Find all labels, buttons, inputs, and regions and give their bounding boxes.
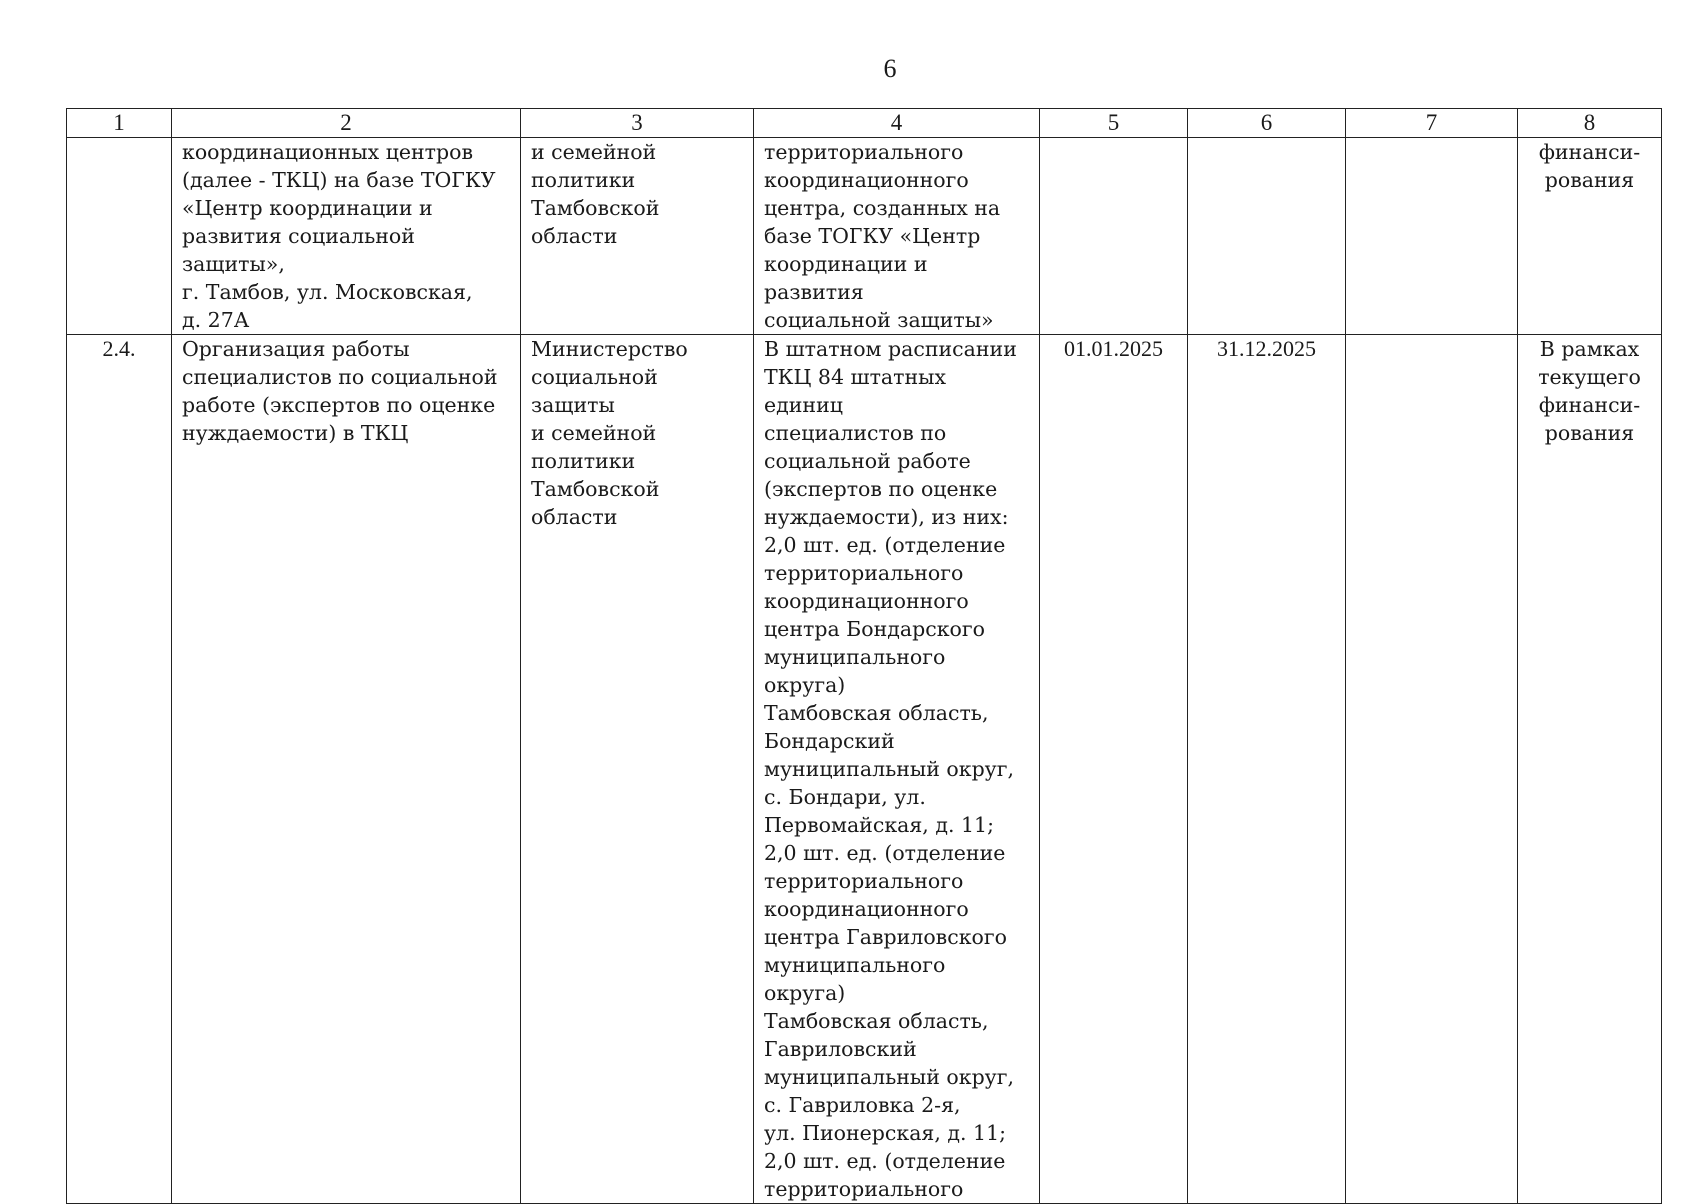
item-number-cell: 2.4. bbox=[67, 335, 172, 1204]
activity-cell: координационных центров (далее - ТКЦ) на базе ТОГКУ «Центр координации и развития социальной защиты», г. Тамбов, ул. Московская, д. 27А bbox=[172, 138, 521, 335]
column-header: 2 bbox=[172, 109, 521, 138]
column-number-row bbox=[67, 109, 1662, 138]
column-header: 8 bbox=[1518, 109, 1662, 138]
end-date-cell: 31.12.2025 bbox=[1188, 335, 1346, 1204]
start-date-cell bbox=[1040, 138, 1188, 335]
column-7-cell bbox=[1346, 335, 1518, 1204]
column-header: 6 bbox=[1188, 109, 1346, 138]
table-row bbox=[67, 335, 1662, 1204]
end-date-cell bbox=[1188, 138, 1346, 335]
item-number-cell bbox=[67, 138, 172, 335]
responsible-cell: и семейной политики Тамбовской области bbox=[521, 138, 754, 335]
result-cell: В штатном расписании ТКЦ 84 штатных единиц специалистов по социальной работе (экспертов по оценке нуждаемости), из них: 2,0 шт. ед. (отделение территориального координационного центра Бондарского муниципального округа) Тамбовская область, Бондарский муниципальный округ, с. Бондари, ул. Первомайская, д. 11; 2,0 шт. ед. (отделение территориального координационного центра Гавриловского муниципального округа) Тамбовская область, Гавриловский муниципальный округ, с. Гавриловка 2-я, ул. Пионерская, д. 11; 2,0 шт. ед. (отделение территориального bbox=[754, 335, 1040, 1204]
column-header: 5 bbox=[1040, 109, 1188, 138]
start-date-cell: 01.01.2025 bbox=[1040, 335, 1188, 1204]
column-header: 7 bbox=[1346, 109, 1518, 138]
activity-cell: Организация работы специалистов по социальной работе (экспертов по оценке нуждаемости) в ТКЦ bbox=[172, 335, 521, 1204]
column-header: 3 bbox=[521, 109, 754, 138]
financing-cell: финанси- рования bbox=[1518, 138, 1662, 335]
page-number: 6 bbox=[883, 54, 897, 83]
column-header: 1 bbox=[67, 109, 172, 138]
table-row bbox=[67, 138, 1662, 335]
responsible-cell: Министерство социальной защиты и семейной политики Тамбовской области bbox=[521, 335, 754, 1204]
financing-cell: В рамках текущего финанси- рования bbox=[1518, 335, 1662, 1204]
column-header: 4 bbox=[754, 109, 1040, 138]
plan-table bbox=[66, 108, 1662, 1204]
column-7-cell bbox=[1346, 138, 1518, 335]
result-cell: территориального координационного центра, созданных на базе ТОГКУ «Центр координации и развития социальной защиты» bbox=[754, 138, 1040, 335]
